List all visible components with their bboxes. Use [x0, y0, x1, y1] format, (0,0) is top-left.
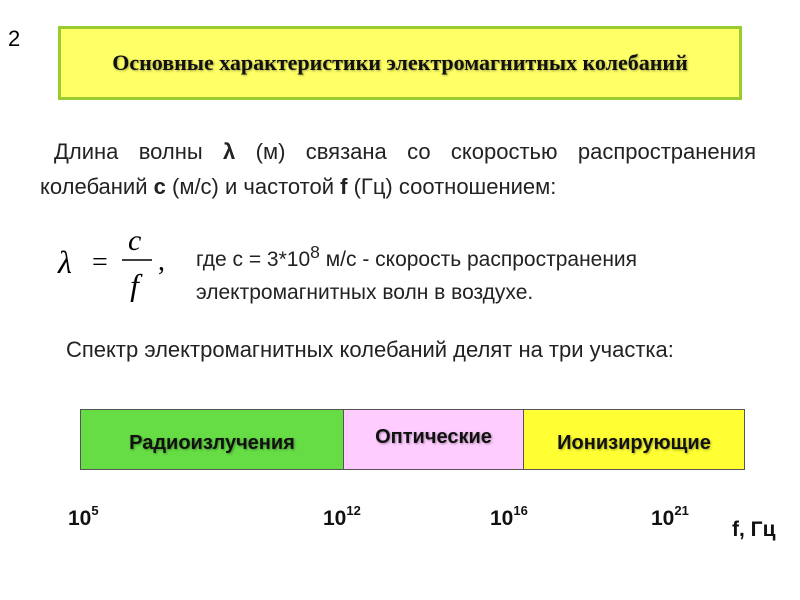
lambda-symbol: λ: [223, 139, 236, 164]
band-optical-label: Оптические: [375, 426, 492, 448]
f-symbol: f: [340, 174, 348, 199]
formula-denominator: f: [130, 267, 139, 302]
band-ionizing: [523, 409, 745, 470]
band-ionizing-label: Ионизирующие: [557, 432, 711, 454]
formula-note-2: м/с - скорость распространения электромагнитных волн в воздухе.: [196, 248, 638, 304]
tick-label: $10^5$: [68, 503, 99, 530]
band-optical: [343, 409, 524, 470]
formula-comma: ,: [158, 246, 165, 277]
formula-note-1: где с = 3*10: [196, 248, 311, 271]
formula-lambda: λ: [58, 244, 72, 280]
tick-label: $10^{16}$: [490, 503, 528, 530]
tick-label: $10^{12}$: [323, 503, 361, 530]
axis-unit-label: f, Гц: [732, 518, 776, 541]
formula-note-exp: 8: [310, 242, 320, 262]
intro-text-1: Длина волны: [54, 139, 224, 164]
formula-explanation: [196, 236, 756, 309]
intro-text-2: (м) связана со скоростью распространения колебаний: [40, 139, 756, 199]
intro-paragraph: [40, 134, 756, 204]
spectrum-intro: Спектр электромагнитных колебаний делят на три участка:: [66, 337, 674, 362]
slide-number: 2: [8, 26, 21, 51]
formula-equals: =: [92, 247, 108, 278]
band-radio-label: Радиоизлучения: [129, 432, 295, 454]
tick-label: $10^{21}$: [651, 503, 689, 530]
c-symbol: с: [153, 174, 166, 199]
band-radio: [80, 409, 344, 470]
intro-text-3: (м/с) и частотой: [165, 174, 341, 199]
formula-numerator: c: [128, 226, 142, 257]
wavelength-formula: [54, 226, 174, 302]
title-box: [58, 26, 742, 100]
slide-title: Основные характеристики электромагнитных колебаний: [112, 50, 688, 75]
intro-text-4: (Гц) соотношением:: [347, 174, 557, 199]
